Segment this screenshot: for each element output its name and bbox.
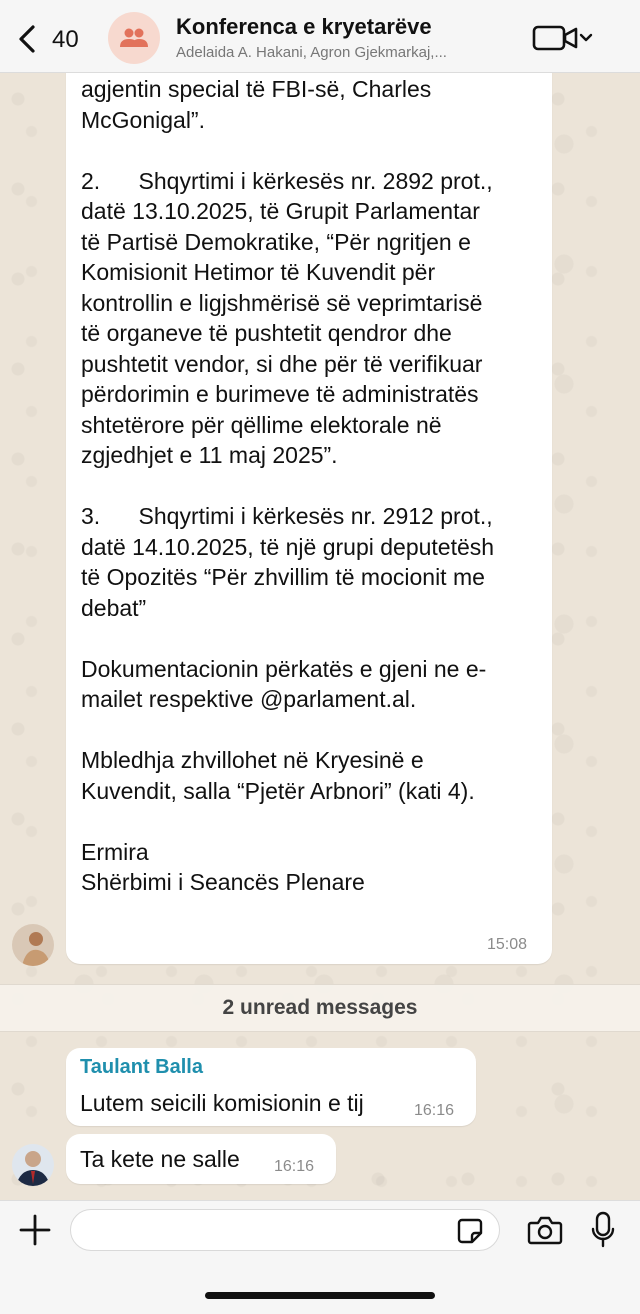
message-time: 15:08 — [487, 936, 528, 953]
message-time: 16:16 — [414, 1102, 455, 1119]
chat-header — [0, 0, 640, 73]
plus-icon[interactable] — [18, 1213, 52, 1247]
home-indicator — [205, 1292, 435, 1299]
avatar-photo — [12, 924, 54, 966]
chevron-left-icon[interactable] — [14, 24, 40, 54]
sticker-icon[interactable] — [456, 1217, 484, 1245]
chat-title[interactable]: Konferenca e kryetarëve — [176, 14, 432, 39]
avatar-photo — [12, 1144, 54, 1186]
chat-subtitle[interactable]: Adelaida A. Hakani, Agron Gjekmarkaj,... — [176, 44, 447, 61]
message-bubble[interactable] — [66, 1134, 336, 1184]
camera-icon[interactable] — [527, 1215, 563, 1245]
group-people-icon — [119, 27, 149, 49]
message-input[interactable] — [70, 1209, 500, 1251]
message-sender[interactable]: Taulant Balla — [80, 1056, 203, 1078]
sender-avatar[interactable] — [12, 1144, 54, 1186]
message-text: Ta kete ne salle — [80, 1146, 240, 1172]
video-call-icon[interactable] — [532, 24, 596, 52]
message-time: 16:16 — [274, 1158, 315, 1175]
message-bubble[interactable] — [66, 1048, 476, 1126]
sender-avatar[interactable] — [12, 924, 54, 966]
message-text: Lutem seicili komisionin e tij — [80, 1090, 364, 1116]
message-text: agjentin special të FBI-së, Charles McGonigal”. 2. Shqyrtimi i kërkesës nr. 2892 prot., datë 13.10.2025, të Grupit Parlamentar të Partisë Demokratike, “Për ngritjen e Komisionit Hetimor të Kuvendit për kontrollin e ligjshmërisë së veprimtarisë të organeve të pushtetit qendror dhe pushtetit vendor, si dhe për të verifikuar përdorimin e burimeve të administratës shtetërore për qëllime elektorale në zgjedhjet e 11 maj 2025”. 3. Shqyrtimi i kërkesës nr. 2912 prot., datë 14.10.2025, të një grupi deputetësh të Opozitës “Për zhvillim të mocionit me debat” Dokumentacionin përkatës e gjeni ne e- mailet respektive @parlament.al. Mbledhja zhvillohet në Kryesinë e Kuvendit, salla “Pjetër Arbnori” (kati 4). Ermira Shërbimi i Seancës Plenare — [81, 76, 495, 895]
unread-messages-divider: 2 unread messages — [0, 984, 640, 1032]
message-bubble[interactable] — [66, 60, 552, 964]
group-avatar[interactable] — [108, 12, 160, 64]
back-unread-count[interactable]: 40 — [52, 26, 79, 53]
microphone-icon[interactable] — [590, 1211, 616, 1249]
